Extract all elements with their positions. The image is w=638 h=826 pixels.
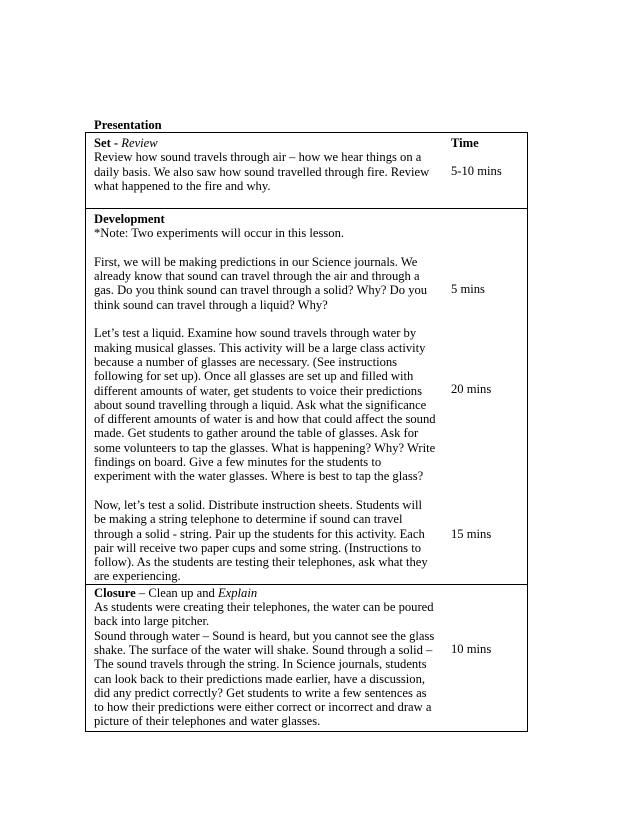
text-line: shake. The surface of the water will shake. Sound through a solid – <box>94 642 433 657</box>
closure-title <box>94 586 442 600</box>
text-line: did any predict correctly? Get students to write a few sentences as <box>94 685 427 700</box>
set-title-bold: Set - <box>94 136 122 150</box>
text-line: through a solid - string. Pair up the students for this activity. Each <box>94 526 425 541</box>
lesson-plan-table <box>85 132 528 732</box>
text-line: Now, let’s test a solid. Distribute instruction sheets. Students will <box>94 497 422 512</box>
text-line: think sound can travel through a liquid? Why? <box>94 297 328 312</box>
time-header: Time <box>451 136 479 150</box>
set-title-italic: Review <box>121 136 158 150</box>
development-paragraph-1 <box>94 255 442 312</box>
page-heading: Presentation <box>94 118 162 132</box>
development-note: *Note: Two experiments will occur in this lesson. <box>94 226 345 241</box>
closure-title-italic: Explain <box>217 585 258 600</box>
text-line: Sound through water – Sound is heard, but you cannot see the glass <box>94 628 435 643</box>
set-time: 5-10 mins <box>451 164 502 178</box>
text-line: As students were creating their telephones, the water can be poured <box>94 600 434 615</box>
text-line: different amounts of water, get students to voice their predictions <box>94 383 423 398</box>
text-line: The sound travels through the string. In Science journals, students <box>94 657 427 672</box>
text-line: findings on board. Give a few minutes for the students to <box>94 455 382 470</box>
set-line: Review how sound travels through air – how we hear things on a <box>94 150 422 165</box>
set-line: daily basis. We also saw how sound travelled through fire. Review <box>94 164 430 179</box>
text-line: follow). As the students are testing their telephones, ask what they <box>94 555 428 570</box>
development-row <box>86 209 528 585</box>
text-line: be making a string telephone to determine if sound can travel <box>94 512 403 527</box>
development-paragraph-3 <box>94 498 442 584</box>
closure-cell <box>86 584 443 731</box>
closure-time: 10 mins <box>451 641 492 656</box>
set-time-cell <box>442 133 528 209</box>
closure-time-cell <box>442 584 528 731</box>
text-line: picture of their telephones and water glasses. <box>94 714 321 729</box>
text-line: making musical glasses. This activity will be a large class activity <box>94 340 426 355</box>
text-line: about sound travelling through a liquid. Ask what the significance <box>94 397 427 412</box>
text-line: are experiencing. <box>94 569 181 584</box>
development-cell <box>86 209 443 585</box>
text-line: already know that sound can travel through the air and through a <box>94 269 420 284</box>
text-line: gas. Do you think sound can travel through a solid? Why? Do you <box>94 283 428 298</box>
text-line: pair will receive two paper cups and some string. (Instructions to <box>94 540 422 555</box>
text-line: made. Get students to gather around the table of glasses. Ask for <box>94 426 419 441</box>
text-line: First, we will be making predictions in our Science journals. We <box>94 254 418 269</box>
set-cell <box>86 133 443 209</box>
set-title <box>94 136 442 150</box>
text-line: to how their predictions were either correct or incorrect and draw a <box>94 700 432 715</box>
set-line: what happened to the fire and why. <box>94 178 271 193</box>
development-time-1: 5 mins <box>451 282 485 296</box>
closure-title-bold: Closure <box>94 585 136 600</box>
closure-row <box>86 584 528 731</box>
text-line: because a number of glasses are necessary. (See instructions <box>94 354 398 369</box>
development-time-cell <box>442 209 528 585</box>
set-row <box>86 133 528 209</box>
text-line: following for set up). Once all glasses are set up and filled with <box>94 369 414 384</box>
text-line: experiment with the water glasses. Where is best to tap the glass? <box>94 469 424 484</box>
text-line: back into large pitcher. <box>94 614 210 629</box>
text-line: Let’s test a liquid. Examine how sound travels through water by <box>94 326 417 341</box>
text-line: some volunteers to tap the glasses. What is happening? Why? Write <box>94 440 436 455</box>
development-time-2: 20 mins <box>451 382 492 396</box>
development-paragraph-2 <box>94 326 442 483</box>
closure-title-rest: – Clean up and <box>135 585 218 600</box>
text-line: can look back to their predictions made earlier, have a discussion, <box>94 671 426 686</box>
development-title: Development <box>94 212 165 226</box>
text-line: of different amounts of water is and how that could affect the sound <box>94 412 436 427</box>
development-time-3: 15 mins <box>451 527 492 541</box>
